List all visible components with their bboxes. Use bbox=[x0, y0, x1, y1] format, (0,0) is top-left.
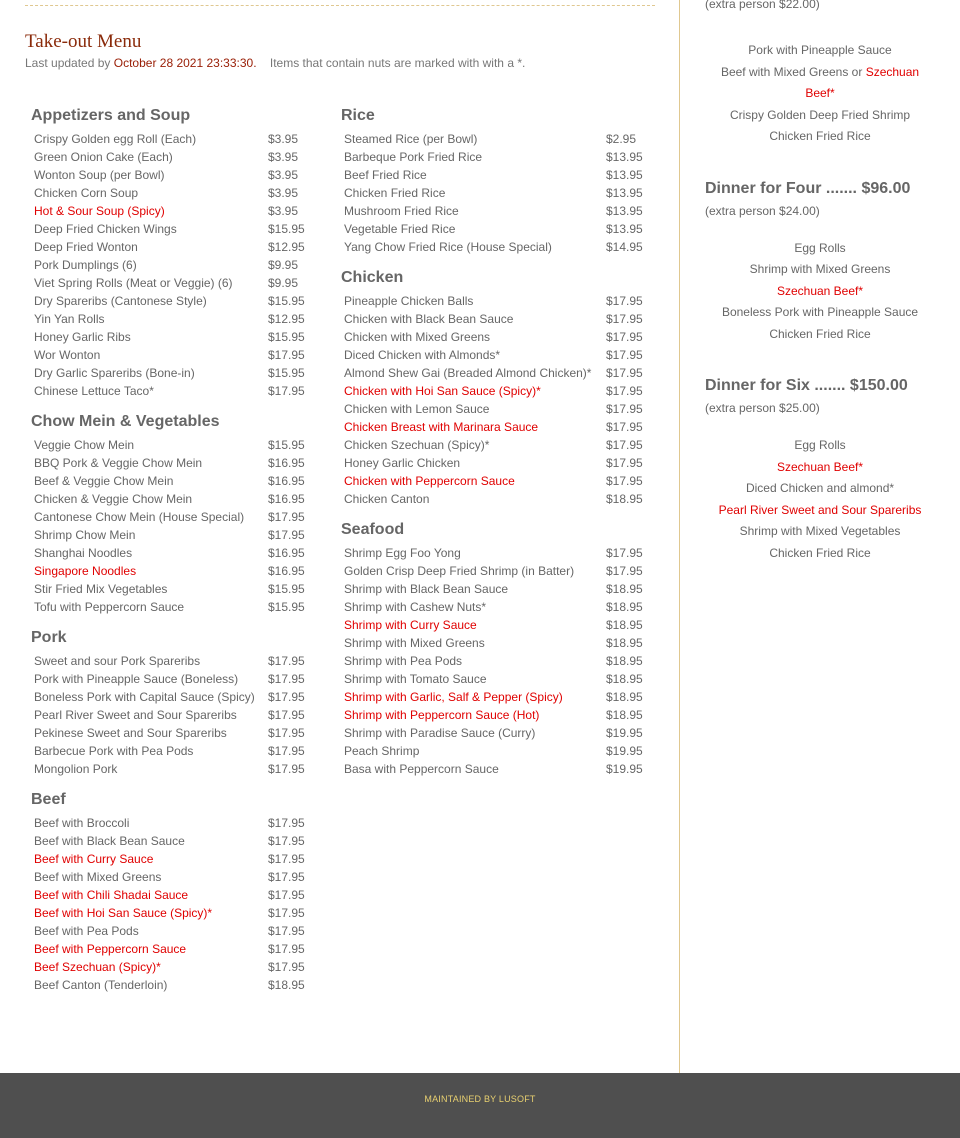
item-price: $9.95 bbox=[268, 276, 299, 290]
menu-item bbox=[31, 508, 321, 526]
menu-item bbox=[31, 238, 321, 256]
section-title: Chicken bbox=[341, 269, 404, 286]
menu-item bbox=[31, 706, 321, 724]
menu-item bbox=[31, 184, 321, 202]
dinner-item: Pork with Pineapple Sauce bbox=[748, 43, 892, 57]
item-name: Chicken with Black Bean Sauce bbox=[344, 312, 514, 326]
item-name: Beef with Broccoli bbox=[34, 816, 130, 830]
updated-prefix: Last updated by bbox=[25, 56, 111, 70]
item-price: $16.95 bbox=[268, 456, 305, 470]
footer bbox=[0, 1073, 960, 1138]
menu-item-spicy bbox=[341, 616, 661, 634]
item-name: Stir Fried Mix Vegetables bbox=[34, 582, 168, 596]
menu-item bbox=[341, 454, 661, 472]
dinner-item-spicy: Szechuan bbox=[865, 64, 920, 79]
item-name: Wonton Soup (per Bowl) bbox=[34, 168, 165, 182]
section-appetizers bbox=[31, 106, 321, 400]
item-name: Shrimp with Cashew Nuts* bbox=[344, 600, 487, 614]
item-price: $18.95 bbox=[268, 978, 305, 992]
menu-item-spicy bbox=[341, 418, 661, 436]
item-price: $17.95 bbox=[606, 420, 643, 434]
item-price: $17.95 bbox=[606, 330, 643, 344]
item-price: $18.95 bbox=[606, 618, 643, 632]
item-name: Peach Shrimp bbox=[344, 744, 420, 758]
section-chow-mein bbox=[31, 412, 321, 616]
item-name: Yang Chow Fried Rice (House Special) bbox=[344, 240, 552, 254]
menu-item bbox=[31, 688, 321, 706]
item-name: Beef with Mixed Greens bbox=[34, 870, 162, 884]
menu-item bbox=[31, 436, 321, 454]
item-name: Chicken with Lemon Sauce bbox=[344, 402, 490, 416]
menu-item-spicy bbox=[31, 562, 321, 580]
item-price: $17.95 bbox=[268, 942, 305, 956]
item-price: $17.95 bbox=[268, 852, 305, 866]
item-price: $13.95 bbox=[606, 222, 643, 236]
dinner-item: Chicken Fried Rice bbox=[769, 545, 871, 560]
dinner-item: Egg Rolls bbox=[794, 240, 846, 255]
item-name: Shrimp with Peppercorn Sauce (Hot) bbox=[344, 708, 540, 722]
item-name: BBQ Pork & Veggie Chow Mein bbox=[34, 456, 203, 470]
item-price: $17.95 bbox=[268, 708, 305, 722]
updated-date: October 28 2021 23:33:30. bbox=[113, 56, 257, 70]
item-name: Shrimp with Mixed Greens bbox=[344, 636, 485, 650]
menu-item bbox=[341, 328, 661, 346]
item-name: Boneless Pork with Capital Sauce (Spicy) bbox=[34, 690, 255, 704]
menu-item bbox=[341, 652, 661, 670]
extra-person-note: (extra person $25.00) bbox=[705, 401, 820, 415]
item-price: $13.95 bbox=[606, 204, 643, 218]
item-price: $13.95 bbox=[606, 150, 643, 164]
item-name: Beef Szechuan (Spicy)* bbox=[34, 960, 161, 974]
section-pork bbox=[31, 628, 321, 778]
section-title: Pork bbox=[31, 629, 67, 646]
item-price: $3.95 bbox=[268, 204, 299, 218]
menu-item bbox=[31, 454, 321, 472]
menu-item-spicy bbox=[341, 382, 661, 400]
menu-item bbox=[341, 634, 661, 652]
menu-item bbox=[31, 274, 321, 292]
item-name: Shrimp with Black Bean Sauce bbox=[344, 582, 509, 596]
item-price: $17.95 bbox=[606, 456, 643, 470]
item-price: $17.95 bbox=[268, 834, 305, 848]
menu-item-spicy bbox=[341, 688, 661, 706]
item-price: $16.95 bbox=[268, 474, 305, 488]
item-price: $17.95 bbox=[268, 960, 305, 974]
item-price: $18.95 bbox=[606, 690, 643, 704]
item-name: Chicken Corn Soup bbox=[34, 186, 139, 200]
item-name: Beef with Hoi San Sauce (Spicy)* bbox=[34, 906, 213, 920]
item-price: $15.95 bbox=[268, 600, 305, 614]
item-price: $13.95 bbox=[606, 186, 643, 200]
dinner-item: Shrimp with Mixed Greens bbox=[749, 262, 891, 276]
item-price: $19.95 bbox=[606, 762, 643, 776]
item-name: Singapore Noodles bbox=[34, 564, 137, 578]
item-name: Mongolion Pork bbox=[34, 762, 118, 776]
item-name: Chicken Breast with Marinara Sauce bbox=[344, 420, 539, 434]
item-name: Pork with Pineapple Sauce (Boneless) bbox=[34, 672, 239, 686]
item-name: Tofu with Peppercorn Sauce bbox=[34, 600, 185, 614]
item-price: $17.95 bbox=[606, 312, 643, 326]
menu-item bbox=[341, 364, 661, 382]
item-price: $3.95 bbox=[268, 132, 299, 146]
dinner-item: Diced Chicken and almond* bbox=[745, 481, 895, 495]
item-price: $17.95 bbox=[268, 726, 305, 740]
page-title: Take-out Menu bbox=[25, 31, 142, 52]
dinner-item: Chicken Fried Rice bbox=[769, 129, 871, 143]
item-price: $15.95 bbox=[268, 294, 305, 308]
item-name: Shrimp Egg Foo Yong bbox=[344, 546, 461, 560]
item-name: Wor Wonton bbox=[34, 348, 101, 362]
item-name: Crispy Golden egg Roll (Each) bbox=[34, 132, 197, 146]
menu-item-spicy bbox=[31, 904, 321, 922]
menu-item bbox=[341, 436, 661, 454]
menu-item bbox=[341, 166, 661, 184]
dinner-item: Shrimp with Mixed Vegetables bbox=[739, 524, 901, 538]
menu-item bbox=[31, 526, 321, 544]
item-price: $17.95 bbox=[606, 402, 643, 416]
menu-item bbox=[31, 652, 321, 670]
item-name: Viet Spring Rolls (Meat or Veggie) (6) bbox=[34, 276, 233, 290]
item-name: Chicken Fried Rice bbox=[344, 186, 446, 200]
section-title: Chow Mein & Vegetables bbox=[31, 413, 220, 430]
item-name: Shrimp Chow Mein bbox=[34, 528, 136, 542]
item-price: $17.95 bbox=[606, 348, 643, 362]
item-name: Veggie Chow Mein bbox=[34, 438, 135, 452]
item-price: $17.95 bbox=[268, 906, 305, 920]
dinner-item: Egg Rolls bbox=[794, 438, 846, 452]
item-price: $17.95 bbox=[268, 924, 305, 938]
item-price: $16.95 bbox=[268, 492, 305, 506]
item-price: $16.95 bbox=[268, 564, 305, 578]
extra-person-note: (extra person $22.00) bbox=[705, 0, 820, 11]
item-price: $17.95 bbox=[268, 690, 305, 704]
item-name: Basa with Peppercorn Sauce bbox=[344, 762, 499, 776]
dinner-item-spicy: Beef* bbox=[805, 86, 835, 100]
item-name: Beef & Veggie Chow Mein bbox=[34, 474, 174, 488]
section-title: Beef bbox=[31, 791, 66, 808]
item-price: $15.95 bbox=[268, 330, 305, 344]
dinner-item-text: Beef with Mixed Greens or bbox=[720, 64, 863, 79]
item-name: Beef with Curry Sauce bbox=[34, 852, 154, 866]
item-name: Almond Shew Gai (Breaded Almond Chicken)* bbox=[344, 366, 592, 380]
item-price: $17.95 bbox=[606, 546, 643, 560]
item-name: Barbeque Pork Fried Rice bbox=[344, 150, 483, 164]
dinner-item-spicy: Pearl River Sweet and Sour Spareribs bbox=[718, 502, 922, 517]
item-price: $9.95 bbox=[268, 258, 299, 272]
item-name: Hot & Sour Soup (Spicy) bbox=[34, 204, 165, 218]
section-chicken bbox=[341, 268, 661, 508]
dinner-item: Boneless Pork with Pineapple Sauce bbox=[721, 305, 919, 319]
item-name: Mushroom Fried Rice bbox=[344, 204, 459, 218]
item-name: Honey Garlic Chicken bbox=[344, 456, 461, 470]
item-price: $17.95 bbox=[268, 744, 305, 758]
item-price: $17.95 bbox=[606, 384, 643, 398]
menu-item bbox=[31, 760, 321, 778]
item-price: $15.95 bbox=[268, 222, 305, 236]
menu-item-spicy bbox=[31, 202, 321, 220]
item-name: Chicken with Peppercorn Sauce bbox=[344, 474, 515, 488]
menu-item bbox=[341, 742, 661, 760]
menu-item bbox=[31, 382, 321, 400]
section-title: Rice bbox=[341, 107, 375, 124]
item-price: $17.95 bbox=[268, 672, 305, 686]
item-name: Beef with Peppercorn Sauce bbox=[34, 942, 187, 956]
menu-column-right bbox=[341, 106, 661, 790]
menu-item bbox=[341, 724, 661, 742]
nuts-note: Items that contain nuts are marked with with a *. bbox=[269, 56, 526, 70]
menu-item bbox=[31, 580, 321, 598]
item-name: Dry Spareribs (Cantonese Style) bbox=[34, 294, 207, 308]
item-name: Barbecue Pork with Pea Pods bbox=[34, 744, 194, 758]
item-price: $18.95 bbox=[606, 654, 643, 668]
top-divider bbox=[25, 5, 655, 6]
menu-item bbox=[341, 202, 661, 220]
item-name: Beef with Pea Pods bbox=[34, 924, 139, 938]
menu-item bbox=[31, 166, 321, 184]
item-name: Beef with Black Bean Sauce bbox=[34, 834, 185, 848]
item-name: Pekinese Sweet and Sour Spareribs bbox=[34, 726, 227, 740]
menu-item bbox=[31, 472, 321, 490]
menu-item bbox=[31, 976, 321, 994]
dinner-item-spicy: Szechuan Beef* bbox=[776, 459, 864, 474]
item-price: $17.95 bbox=[268, 654, 305, 668]
item-name: Pearl River Sweet and Sour Spareribs bbox=[34, 708, 237, 722]
section-title: Appetizers and Soup bbox=[31, 107, 191, 124]
menu-item bbox=[31, 310, 321, 328]
menu-item bbox=[31, 742, 321, 760]
menu-item-spicy bbox=[341, 472, 661, 490]
item-name: Yin Yan Rolls bbox=[34, 312, 105, 326]
item-name: Green Onion Cake (Each) bbox=[34, 150, 173, 164]
menu-item bbox=[341, 760, 661, 778]
dinner-item: Crispy Golden Deep Fried Shrimp bbox=[729, 107, 911, 122]
item-price: $17.95 bbox=[268, 762, 305, 776]
item-name: Beef with Chili Shadai Sauce bbox=[34, 888, 189, 902]
item-name: Shrimp with Garlic, Salf & Pepper (Spicy) bbox=[344, 690, 563, 704]
menu-item bbox=[341, 220, 661, 238]
menu-item bbox=[31, 724, 321, 742]
item-price: $12.95 bbox=[268, 312, 305, 326]
item-price: $17.95 bbox=[268, 348, 305, 362]
menu-item bbox=[31, 922, 321, 940]
item-price: $18.95 bbox=[606, 708, 643, 722]
menu-item bbox=[341, 238, 661, 256]
item-price: $17.95 bbox=[606, 564, 643, 578]
menu-item-spicy bbox=[31, 886, 321, 904]
dinner-item-spicy: Szechuan Beef* bbox=[776, 283, 864, 298]
item-price: $19.95 bbox=[606, 744, 643, 758]
item-name: Sweet and sour Pork Spareribs bbox=[34, 654, 201, 668]
menu-item bbox=[341, 400, 661, 418]
dinner-for-four-title: Dinner for Four ....... $96.00 bbox=[705, 179, 911, 197]
menu-item-spicy bbox=[341, 706, 661, 724]
item-name: Deep Fried Wonton bbox=[34, 240, 138, 254]
item-price: $3.95 bbox=[268, 168, 299, 182]
item-name: Chicken with Mixed Greens bbox=[344, 330, 491, 344]
item-price: $2.95 bbox=[606, 132, 637, 146]
menu-column-left bbox=[31, 106, 321, 1006]
menu-item bbox=[31, 256, 321, 274]
menu-item-spicy bbox=[31, 850, 321, 868]
item-price: $18.95 bbox=[606, 672, 643, 686]
item-price: $3.95 bbox=[268, 186, 299, 200]
item-name: Golden Crisp Deep Fried Shrimp (in Batter) bbox=[344, 564, 575, 578]
menu-item bbox=[341, 148, 661, 166]
item-name: Chinese Lettuce Taco* bbox=[34, 384, 154, 398]
item-name: Diced Chicken with Almonds* bbox=[344, 348, 501, 362]
menu-item bbox=[341, 580, 661, 598]
menu-item bbox=[31, 832, 321, 850]
item-price: $15.95 bbox=[268, 582, 305, 596]
menu-item bbox=[31, 130, 321, 148]
item-price: $18.95 bbox=[606, 600, 643, 614]
menu-item bbox=[341, 544, 661, 562]
item-name: Honey Garlic Ribs bbox=[34, 330, 131, 344]
item-name: Chicken & Veggie Chow Mein bbox=[34, 492, 193, 506]
menu-item bbox=[31, 220, 321, 238]
item-name: Shrimp with Paradise Sauce (Curry) bbox=[344, 726, 536, 740]
menu-item bbox=[31, 670, 321, 688]
menu-item bbox=[31, 868, 321, 886]
menu-item bbox=[341, 130, 661, 148]
item-price: $18.95 bbox=[606, 636, 643, 650]
item-name: Deep Fried Chicken Wings bbox=[34, 222, 177, 236]
item-name: Shrimp with Tomato Sauce bbox=[344, 672, 487, 686]
menu-item-spicy bbox=[31, 958, 321, 976]
item-price: $17.95 bbox=[606, 366, 643, 380]
item-price: $19.95 bbox=[606, 726, 643, 740]
item-name: Dry Garlic Spareribs (Bone-in) bbox=[34, 366, 195, 380]
item-price: $17.95 bbox=[606, 438, 643, 452]
menu-item bbox=[341, 184, 661, 202]
last-updated-line bbox=[25, 56, 525, 70]
item-price: $14.95 bbox=[606, 240, 643, 254]
item-price: $16.95 bbox=[268, 546, 305, 560]
item-name: Pork Dumplings (6) bbox=[34, 258, 137, 272]
item-price: $3.95 bbox=[268, 150, 299, 164]
dinner-item: Chicken Fried Rice bbox=[769, 326, 871, 341]
menu-item bbox=[341, 292, 661, 310]
menu-item bbox=[31, 598, 321, 616]
menu-item bbox=[341, 670, 661, 688]
menu-item bbox=[341, 490, 661, 508]
menu-item-spicy bbox=[31, 940, 321, 958]
item-price: $17.95 bbox=[268, 888, 305, 902]
item-price: $17.95 bbox=[268, 816, 305, 830]
extra-person-note: (extra person $24.00) bbox=[705, 203, 820, 218]
section-title: Seafood bbox=[341, 521, 405, 538]
item-price: $13.95 bbox=[606, 168, 643, 182]
menu-item bbox=[341, 346, 661, 364]
dinner-specials-sidebar bbox=[705, 0, 935, 564]
item-price: $18.95 bbox=[606, 492, 643, 506]
menu-item bbox=[31, 328, 321, 346]
item-name: Shrimp with Curry Sauce bbox=[344, 618, 477, 632]
menu-item bbox=[31, 364, 321, 382]
footer-maintained-by-link[interactable]: MAINTAINED BY LUSOFT bbox=[424, 1094, 536, 1104]
menu-item bbox=[31, 148, 321, 166]
item-price: $17.95 bbox=[268, 870, 305, 884]
item-price: $17.95 bbox=[606, 474, 643, 488]
item-price: $15.95 bbox=[268, 438, 305, 452]
item-price: $18.95 bbox=[606, 582, 643, 596]
item-price: $17.95 bbox=[606, 294, 643, 308]
item-name: Beef Canton (Tenderloin) bbox=[34, 978, 168, 992]
item-price: $12.95 bbox=[268, 240, 305, 254]
menu-item bbox=[31, 544, 321, 562]
section-rice bbox=[341, 106, 661, 256]
item-name: Cantonese Chow Mein (House Special) bbox=[34, 510, 245, 524]
section-seafood bbox=[341, 520, 661, 778]
menu-item bbox=[31, 292, 321, 310]
menu-item bbox=[341, 598, 661, 616]
item-name: Vegetable Fried Rice bbox=[344, 222, 456, 236]
menu-item bbox=[341, 562, 661, 580]
item-name: Chicken Canton bbox=[344, 492, 430, 506]
menu-item bbox=[31, 814, 321, 832]
item-name: Beef Fried Rice bbox=[344, 168, 427, 182]
menu-item bbox=[31, 346, 321, 364]
item-name: Steamed Rice (per Bowl) bbox=[344, 132, 478, 146]
item-name: Shanghai Noodles bbox=[34, 546, 133, 560]
item-price: $17.95 bbox=[268, 528, 305, 542]
item-name: Pineapple Chicken Balls bbox=[344, 294, 474, 308]
item-name: Chicken with Hoi San Sauce (Spicy)* bbox=[344, 384, 541, 398]
item-price: $17.95 bbox=[268, 510, 305, 524]
section-beef bbox=[31, 790, 321, 994]
item-name: Shrimp with Pea Pods bbox=[344, 654, 463, 668]
item-price: $15.95 bbox=[268, 366, 305, 380]
menu-item bbox=[31, 490, 321, 508]
menu-item bbox=[341, 310, 661, 328]
dinner-for-six-title: Dinner for Six ....... $150.00 bbox=[705, 377, 908, 394]
item-price: $17.95 bbox=[268, 384, 305, 398]
item-name: Chicken Szechuan (Spicy)* bbox=[344, 438, 490, 452]
dinner-item bbox=[705, 62, 935, 105]
